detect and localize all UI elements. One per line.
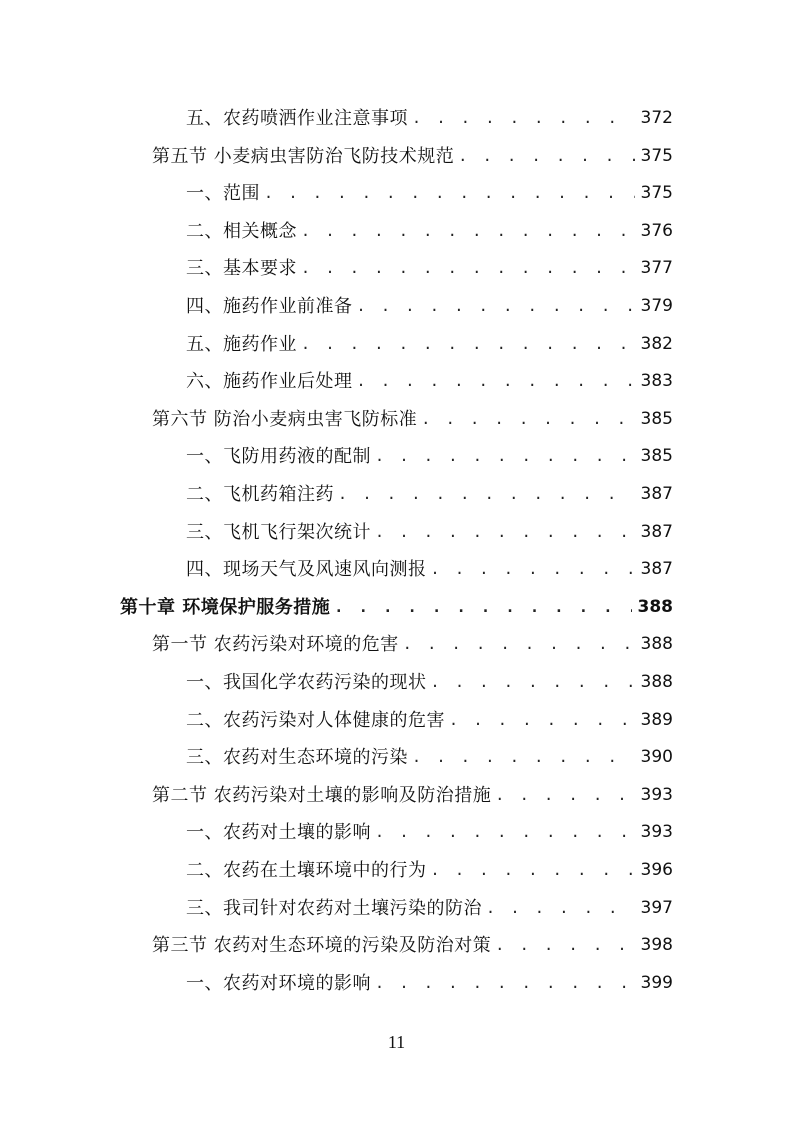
toc-leader-dots [334, 589, 631, 626]
toc-entry[interactable] [186, 852, 673, 889]
toc-leader-dots [486, 890, 635, 927]
toc-entry-title: 六、施药作业后处理 [186, 371, 353, 393]
toc-entry-title: 第六节 防治小麦病虫害飞防标准 [152, 408, 418, 430]
toc-entry[interactable] [186, 739, 673, 776]
toc-entry-page: 376 [640, 220, 673, 241]
toc-leader-dots [495, 927, 634, 964]
toc-entry-page: 388 [637, 596, 673, 617]
toc-entry-title: 三、基本要求 [186, 258, 297, 280]
toc-entry[interactable] [186, 702, 673, 739]
toc-entry-title: 三、飞机飞行架次统计 [186, 521, 371, 543]
toc-entry-title: 二、相关概念 [186, 220, 297, 242]
toc-leader-dots [338, 476, 635, 513]
toc-leader-dots [412, 739, 635, 776]
toc-entry-title: 一、我国化学农药污染的现状 [186, 672, 427, 693]
toc-entry[interactable] [186, 890, 673, 927]
toc-entry[interactable] [152, 927, 673, 964]
toc-entry[interactable] [152, 626, 673, 663]
toc-chapter-entry[interactable] [120, 589, 673, 626]
toc-entry[interactable] [186, 250, 673, 287]
toc-entry[interactable] [186, 438, 673, 475]
toc-entry[interactable] [186, 514, 673, 551]
toc-leader-dots [431, 551, 635, 588]
toc-entry-title: 一、农药对土壤的影响 [186, 822, 371, 844]
toc-entry-page: 393 [640, 822, 673, 843]
toc-leader-dots [431, 852, 635, 889]
toc-entry-page: 388 [640, 634, 673, 655]
toc-entry-page: 385 [640, 446, 673, 467]
toc-entry[interactable] [186, 551, 673, 588]
toc-leader-dots [357, 288, 635, 325]
toc-entry-page: 389 [640, 709, 673, 730]
toc-leader-dots [412, 100, 635, 137]
toc-entry-title: 第五节 小麦病虫害防治飞防技术规范 [152, 145, 455, 167]
toc-entry[interactable] [186, 288, 673, 325]
toc-entry-title: 四、现场天气及风速风向测报 [186, 559, 427, 581]
toc-entry-page: 383 [640, 371, 673, 392]
toc-leader-dots [375, 965, 635, 1002]
toc-entry-title: 三、我司针对农药对土壤污染的防治 [186, 897, 482, 919]
toc-entry-page: 377 [640, 258, 673, 279]
toc-entry-title: 二、飞机药箱注药 [186, 484, 334, 505]
toc-entry-title: 四、施药作业前准备 [186, 296, 353, 317]
toc-entry[interactable] [186, 175, 673, 212]
toc-entry-page: 397 [640, 897, 673, 918]
toc-entry-title: 五、农药喷洒作业注意事项 [186, 108, 408, 129]
toc-entry[interactable] [186, 326, 673, 363]
toc-leader-dots [301, 213, 635, 250]
toc-entry-page: 398 [640, 935, 673, 956]
toc-entry-title: 二、农药污染对人体健康的危害 [186, 709, 445, 731]
toc-entry-title: 一、农药对环境的影响 [186, 972, 371, 994]
toc-entry[interactable] [186, 814, 673, 851]
toc-entry-page: 388 [640, 672, 673, 692]
toc-entry-title: 一、范围 [186, 183, 260, 205]
toc-leader-dots [495, 777, 634, 814]
toc-entry-title: 第一节 农药污染对环境的危害 [152, 634, 399, 656]
toc-entry-title: 第十章 环境保护服务措施 [120, 596, 331, 618]
toc-entry-title: 第二节 农药污染对土壤的影响及防治措施 [152, 784, 492, 806]
toc-entry-page: 382 [640, 333, 673, 354]
toc-entry[interactable] [186, 213, 673, 250]
page-number: 11 [387, 1032, 406, 1052]
toc-entry-page: 375 [640, 145, 673, 166]
toc-entry-page: 375 [640, 183, 673, 204]
toc-entry-page: 399 [640, 972, 673, 993]
toc-entry-title: 二、农药在土壤环境中的行为 [186, 860, 427, 881]
toc-leader-dots [421, 401, 634, 438]
toc-leader-dots [357, 363, 635, 400]
toc-entry[interactable] [152, 401, 673, 438]
toc-entry-page: 387 [640, 521, 673, 542]
toc-leader-dots [375, 438, 635, 475]
toc-entry-page: 393 [640, 784, 673, 805]
toc-entry-title: 一、飞防用药液的配制 [186, 446, 371, 468]
toc-entry-title: 五、施药作业 [186, 333, 297, 355]
toc-entry[interactable] [152, 777, 673, 814]
toc-entry-page: 372 [640, 108, 673, 128]
toc-leader-dots [431, 664, 635, 701]
toc-entry[interactable] [152, 138, 673, 175]
toc-entry-title: 第三节 农药对生态环境的污染及防治对策 [152, 935, 492, 957]
toc-entry-page: 396 [640, 860, 673, 880]
toc-entry-page: 387 [640, 559, 673, 580]
toc-entry-page: 379 [640, 296, 673, 316]
toc-entry[interactable] [186, 100, 673, 137]
toc-leader-dots [301, 250, 635, 287]
toc-entry[interactable] [186, 965, 673, 1002]
toc-entry-title: 三、农药对生态环境的污染 [186, 747, 408, 769]
toc-entry-page: 385 [640, 408, 673, 429]
toc-leader-dots [449, 702, 635, 739]
toc-entry[interactable] [186, 363, 673, 400]
toc-leader-dots [403, 626, 635, 663]
toc-leader-dots [301, 326, 635, 363]
toc-entry[interactable] [186, 664, 673, 701]
toc-leader-dots [264, 175, 635, 212]
toc-entry-page: 387 [640, 484, 673, 504]
toc-entry[interactable] [186, 476, 673, 513]
toc-leader-dots [375, 514, 635, 551]
toc-leader-dots [375, 814, 635, 851]
toc-entry-page: 390 [640, 747, 673, 768]
toc-leader-dots [458, 138, 634, 175]
